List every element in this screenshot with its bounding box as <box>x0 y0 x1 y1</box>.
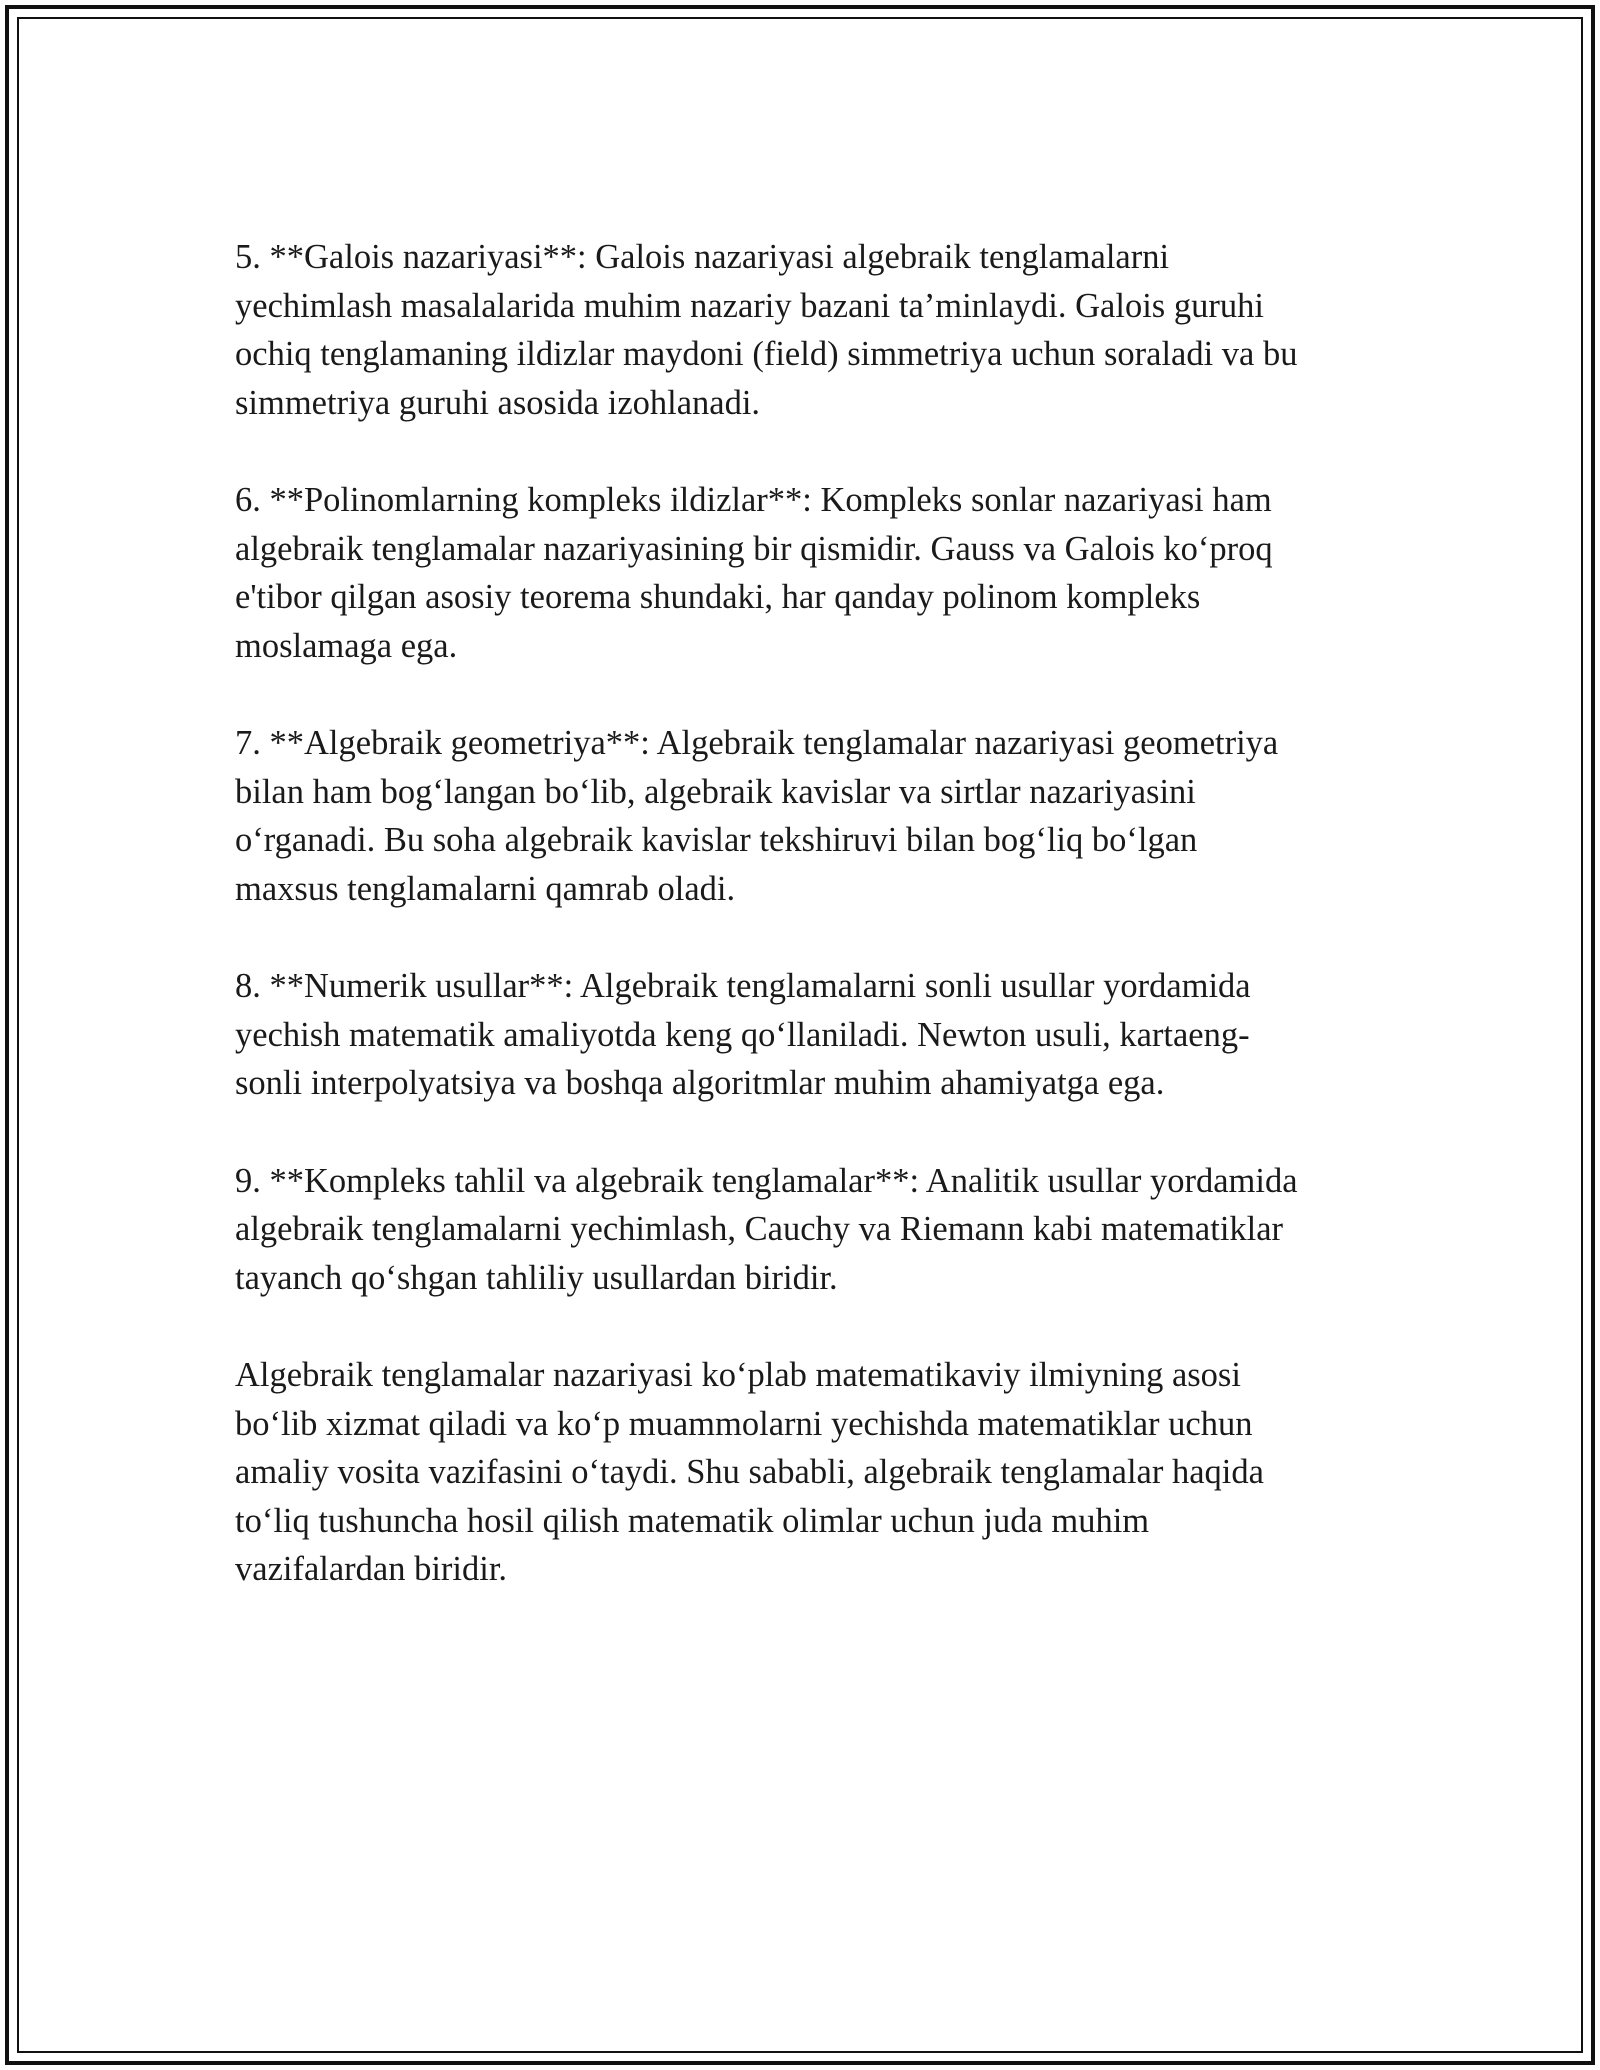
document-body <box>235 233 1385 1643</box>
paragraph-galois-theory: 5. **Galois nazariyasi**: Galois nazariyasi algebraik tenglamalarni yechimlash masalalarida muhim nazariy bazani ta’minlaydi. Galois guruhi ochiq tenglamaning ildizlar maydoni (field) simmetriya uchun soraladi va bu simmetriya guruhi asosida izohlanadi. <box>235 238 1298 422</box>
paragraph-numerical-methods: 8. **Numerik usullar**: Algebraik tenglamalarni sonli usullar yordamida yechish matematik amaliyotda keng qo‘llaniladi. Newton usuli, kartaeng- sonli interpolyatsiya va boshqa algoritmlar muhim ahamiyatga ega. <box>235 967 1251 1102</box>
paragraph-complex-analysis: 9. **Kompleks tahlil va algebraik tenglamalar**: Analitik usullar yordamida algebraik tenglamalarni yechimlash, Cauchy va Riemann kabi matematiklar tayanch qo‘shgan tahliliy usullardan biridir. <box>235 1161 1298 1297</box>
paragraph-algebraic-geometry: 7. **Algebraik geometriya**: Algebraik tenglamalar nazariyasi geometriya bilan ham bog‘langan bo‘lib, algebraik kavislar va sirtlar nazariyasini o‘rganadi. Bu soha algebraik kavislar tekshiruvi bilan bog‘liq bo‘lgan maxsus tenglamalarni qamrab oladi. <box>235 724 1279 908</box>
paragraph-conclusion: Algebraik tenglamalar nazariyasi ko‘plab matematikaviy ilmiyning asosi bo‘lib xizmat qiladi va ko‘p muammolarni yechishda matematiklar uchun amaliy vosita vazifasini o‘taydi. Shu sababli, algebraik tenglamalar haqida to‘liq tushuncha hosil qilish matematik olimlar uchun juda muhim vazifalardan biridir. <box>235 1356 1264 1588</box>
paragraph-complex-roots: 6. **Polinomlarning kompleks ildizlar**: Kompleks sonlar nazariyasi ham algebraik tenglamalar nazariyasining bir qismidir. Gauss va Galois ko‘proq e'tibor qilgan asosiy teorema shundaki, har qanday polinom kompleks moslamaga ega. <box>235 481 1273 665</box>
